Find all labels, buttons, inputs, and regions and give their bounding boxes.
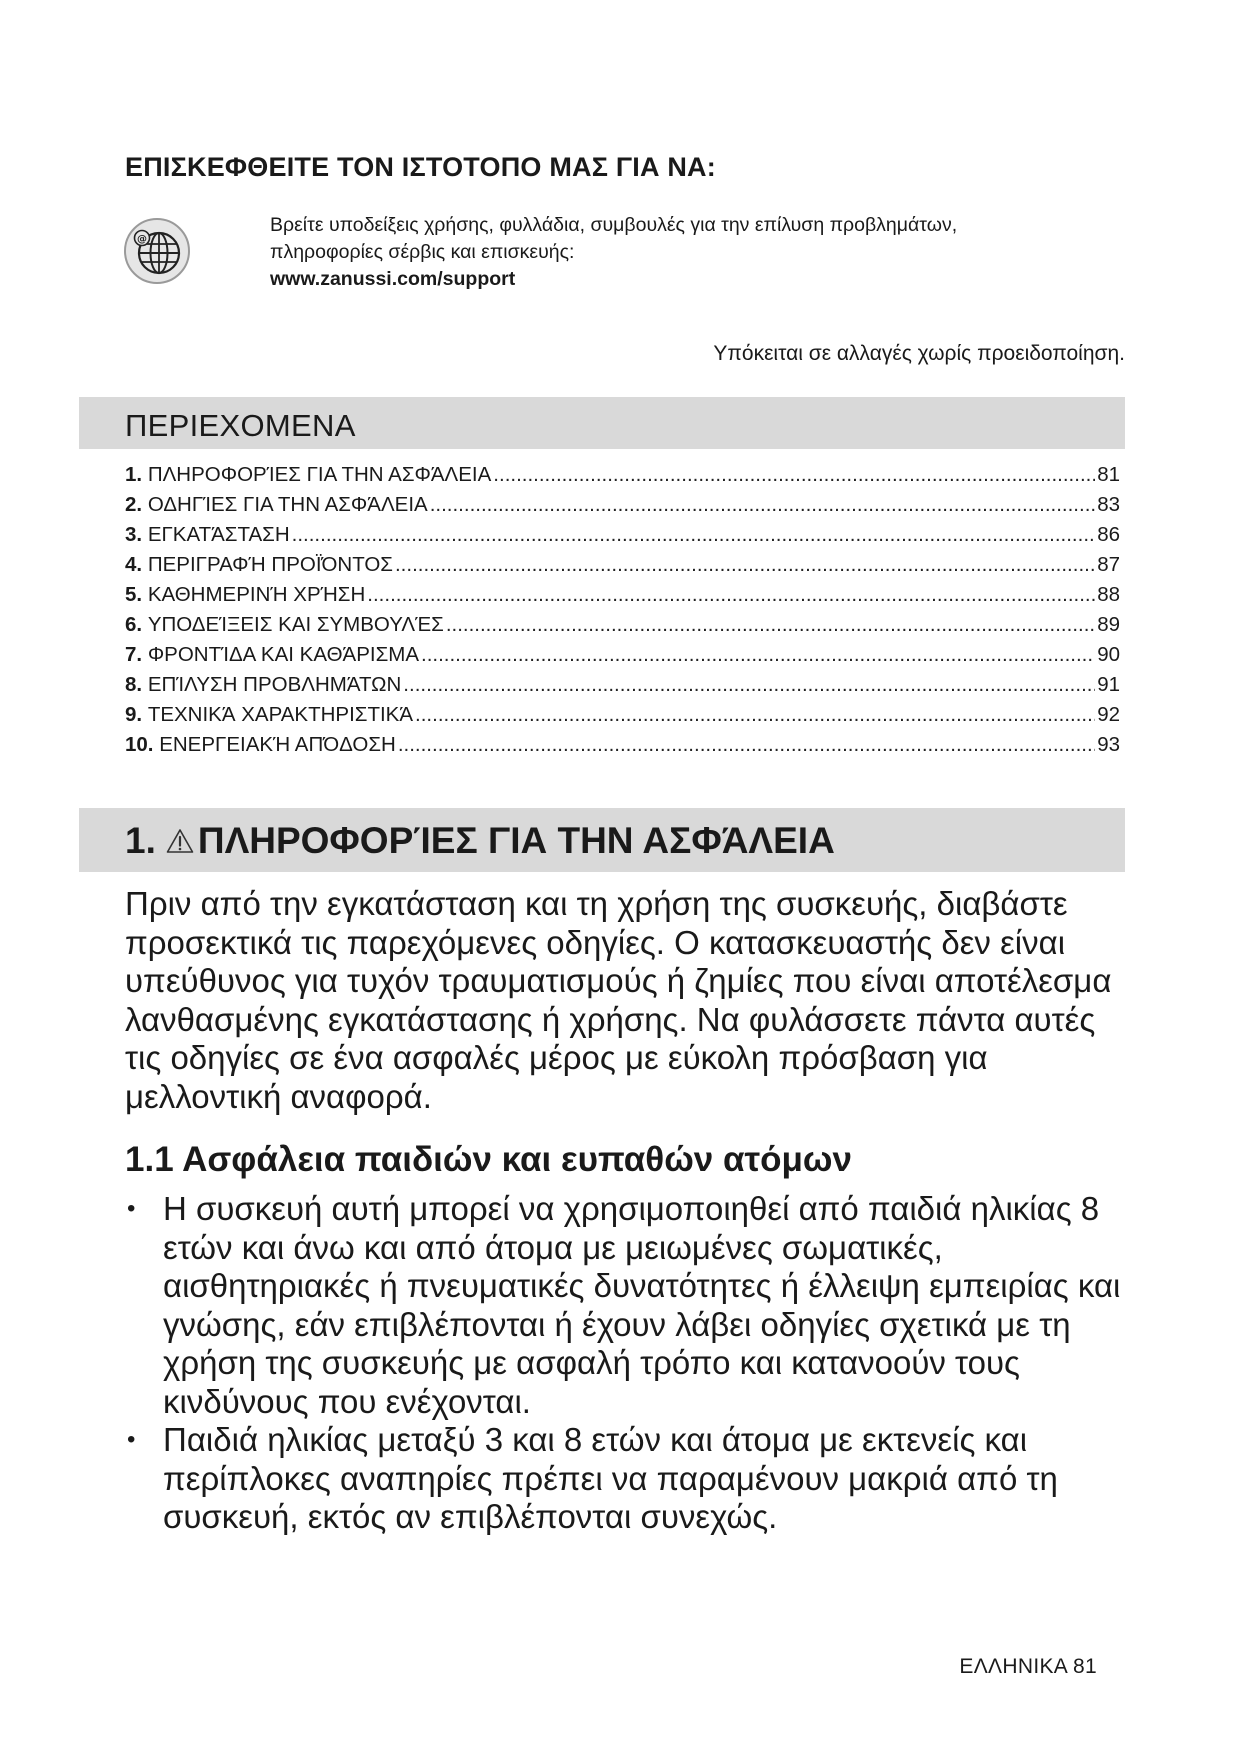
toc-item[interactable]	[125, 493, 1120, 523]
toc-item-label: ΟΔΗΓΊΕΣ ΓΙΑ ΤΗΝ ΑΣΦΆΛΕΙΑ	[147, 493, 428, 516]
toc-item-number: 5.	[125, 583, 143, 606]
toc-item-label: ΤΕΧΝΙΚΆ ΧΑΡΑΚΤΗΡΙΣΤΙΚΆ	[147, 703, 414, 726]
toc-item[interactable]	[125, 703, 1120, 733]
toc-item[interactable]	[125, 583, 1120, 613]
toc-item-page: 87	[1097, 553, 1120, 576]
toc-item-number: 3.	[125, 523, 143, 546]
list-item: • Η συσκευή αυτή μπορεί να χρησιμοποιηθεί από παιδιά ηλικίας 8 ετών και άνω και από άτομα με μειωμένες σωματικές, αισθητηριακές ή πνευματικές δυνατότητες ή έλλειψη εμπειρίας και γνώσης, εάν επιβλέπονται ή έχουν λάβει οδηγίες σχετικά με τη χρήση της συσκευής με ασφαλή τρόπο και κατανοούν τους κινδύνους που ενέχονται.	[125, 1190, 1125, 1421]
toc-item-page: 92	[1097, 703, 1120, 726]
table-of-contents	[125, 463, 1120, 763]
visit-heading: ΕΠΙΣΚΕΦΘΕΙΤΕ ΤΟΝ ΙΣΤΟΤΟΠΟ ΜΑΣ ΓΙΑ ΝΑ:	[125, 152, 716, 182]
toc-item-page: 83	[1097, 493, 1120, 516]
toc-item-page: 88	[1097, 583, 1120, 606]
svg-text:@: @	[137, 234, 147, 245]
warning-triangle-icon	[166, 828, 194, 854]
toc-item-number: 9.	[125, 703, 143, 726]
toc-item-number: 7.	[125, 643, 143, 666]
toc-item-label: ΚΑΘΗΜΕΡΙΝΉ ΧΡΉΣΗ	[147, 583, 366, 606]
toc-item-label: ΕΝΕΡΓΕΙΑΚΉ ΑΠΌΔΟΣΗ	[159, 733, 396, 756]
subsection-heading: 1.1 Ασφάλεια παιδιών και ευπαθών ατόμων	[125, 1140, 852, 1179]
toc-item[interactable]	[125, 733, 1120, 763]
page-footer: ΕΛΛΗΝΙΚΑ 81	[959, 1655, 1097, 1678]
toc-item-label: ΦΡΟΝΤΊΔΑ ΚΑΙ ΚΑΘΆΡΙΣΜΑ	[147, 643, 419, 666]
toc-item-number: 2.	[125, 493, 143, 516]
toc-item[interactable]	[125, 613, 1120, 643]
toc-item-number: 4.	[125, 553, 143, 576]
toc-item-page: 91	[1097, 673, 1120, 696]
toc-item-page: 93	[1097, 733, 1120, 756]
change-notice: Υπόκειται σε αλλαγές χωρίς προειδοποίηση.	[713, 342, 1125, 365]
toc-item[interactable]	[125, 523, 1120, 553]
toc-item-number: 1.	[125, 463, 143, 486]
toc-item-label: ΕΓΚΑΤΆΣΤΑΣΗ	[147, 523, 290, 546]
section-title-text: ΠΛΗΡΟΦΟΡΊΕΣ ΓΙΑ ΤΗΝ ΑΣΦΆΛΕΙΑ	[197, 820, 835, 861]
toc-item-page: 86	[1097, 523, 1120, 546]
safety-intro-paragraph: Πριν από την εγκατάσταση και τη χρήση της συσκευής, διαβάστε προσεκτικά τις παρεχόμενες οδηγίες. Ο κατασκευαστής δεν είναι υπεύθυνος για τυχόν τραυματισμούς ή ζημίες που είναι αποτέλεσμα λανθασμένης εγκατάστασης ή χρήσης. Να φυλάσσετε πάντα αυτές τις οδηγίες σε ένα ασφαλές μέρος με εύκολη πρόσβαση για μελλοντική αναφορά.	[125, 885, 1112, 1115]
visit-line-1: Βρείτε υποδείξεις χρήσης, φυλλάδια, συμβουλές για την επίλυση προβλημάτων,	[270, 214, 958, 236]
toc-item-label: ΥΠΟΔΕΊΞΕΙΣ ΚΑΙ ΣΥΜΒΟΥΛΈΣ	[147, 613, 444, 636]
visit-line-2: πληροφορίες σέρβις και επισκευής:	[270, 241, 575, 263]
section-title	[125, 820, 835, 862]
toc-header-bar	[79, 397, 1125, 449]
list-item: • Παιδιά ηλικίας μεταξύ 3 και 8 ετών και άτομα με εκτενείς και περίπλοκες αναπηρίες πρέπει να παραμένουν μακριά από τη συσκευή, εκτός αν επιβλέπονται συνεχώς.	[125, 1421, 1125, 1537]
support-url-link[interactable]: www.zanussi.com/support	[270, 268, 516, 290]
toc-item-number: 8.	[125, 673, 143, 696]
toc-item-number: 6.	[125, 613, 143, 636]
toc-item[interactable]	[125, 553, 1120, 583]
toc-item[interactable]	[125, 643, 1120, 673]
section-number: 1.	[125, 820, 156, 861]
web-globe-icon	[122, 216, 192, 286]
toc-item-page: 89	[1097, 613, 1120, 636]
visit-description	[270, 212, 957, 293]
toc-item-page: 81	[1097, 463, 1120, 486]
toc-title: ΠΕΡΙΕΧΟΜΕΝΑ	[125, 408, 356, 443]
safety-bullet-list	[125, 1190, 1125, 1537]
toc-item-label: ΠΛΗΡΟΦΟΡΊΕΣ ΓΙΑ ΤΗΝ ΑΣΦΆΛΕΙΑ	[147, 463, 492, 486]
section-header-bar	[79, 808, 1125, 872]
toc-item[interactable]	[125, 463, 1120, 493]
toc-item[interactable]	[125, 673, 1120, 703]
toc-item-page: 90	[1097, 643, 1120, 666]
toc-item-label: ΕΠΊΛΥΣΗ ΠΡΟΒΛΗΜΆΤΩΝ	[147, 673, 402, 696]
toc-item-label: ΠΕΡΙΓΡΑΦΉ ΠΡΟΪΌΝΤΟΣ	[147, 553, 393, 576]
toc-item-number: 10.	[125, 733, 154, 756]
